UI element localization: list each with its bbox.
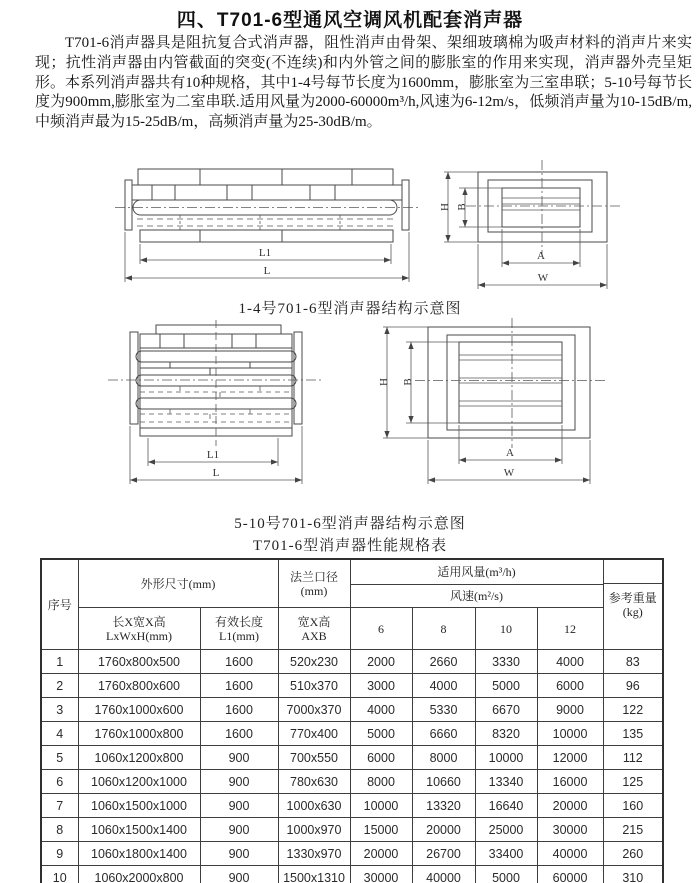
- dim-label-a: A: [506, 447, 514, 459]
- header-speed-6: 6: [350, 608, 412, 650]
- table-cell: 1060x1200x1000: [78, 770, 200, 794]
- header-windspeed-label: 风速(m²/s): [450, 589, 503, 603]
- header-speed-12: 12: [537, 608, 603, 650]
- figure-2-structure-drawing: [100, 318, 660, 506]
- table-cell: 9: [41, 842, 78, 866]
- dim-label-b: B: [402, 378, 414, 386]
- table-cell: 10: [41, 866, 78, 883]
- table-cell: 30000: [350, 866, 412, 883]
- table-cell: 6660: [412, 722, 475, 746]
- table-cell: 33400: [475, 842, 537, 866]
- header-seq: [41, 559, 78, 650]
- table-cell: 10000: [537, 722, 603, 746]
- header-flange-sub1: 宽X高: [297, 614, 331, 629]
- table-cell: 310: [603, 866, 663, 883]
- dim-label-w: W: [503, 467, 515, 479]
- header-windspeed: [350, 585, 603, 608]
- table-cell: 6000: [350, 746, 412, 770]
- table-row: [41, 650, 663, 674]
- table-cell: 125: [603, 770, 663, 794]
- table-cell: 96: [603, 674, 663, 698]
- table-header-row-3: [41, 608, 663, 650]
- table-cell: 2660: [412, 650, 475, 674]
- table-row: [41, 842, 663, 866]
- table-cell: 30000: [537, 818, 603, 842]
- table-cell: 1760x1000x800: [78, 722, 200, 746]
- header-lwh-line2: LxWxH(mm): [106, 628, 172, 643]
- table-cell: 5000: [475, 866, 537, 883]
- table-cell: 8000: [350, 770, 412, 794]
- table-cell: 1760x1000x600: [78, 698, 200, 722]
- spec-table-title: T701-6型消声器性能规格表: [252, 538, 448, 554]
- header-seq-label: 序号: [47, 597, 72, 612]
- table-header-row-1: [41, 559, 663, 585]
- table-cell: 2: [41, 674, 78, 698]
- table-cell: 1760x800x600: [78, 674, 200, 698]
- header-efflen: [200, 608, 278, 650]
- table-cell: 135: [603, 722, 663, 746]
- table-cell: 5000: [475, 674, 537, 698]
- table-row: [41, 866, 663, 883]
- table-cell: 8: [41, 818, 78, 842]
- header-flange-line1: 法兰口径: [290, 569, 339, 584]
- dim-label-h: H: [439, 203, 451, 211]
- table-cell: 4000: [412, 674, 475, 698]
- header-outline-label: 外形尺寸(mm): [140, 576, 216, 591]
- table-cell: 16000: [537, 770, 603, 794]
- table-cell: 6: [41, 770, 78, 794]
- dim-label-w: W: [537, 272, 549, 284]
- table-cell: 215: [603, 818, 663, 842]
- table-cell: 7000x370: [278, 698, 350, 722]
- table-cell: 900: [200, 842, 278, 866]
- table-cell: 15000: [350, 818, 412, 842]
- table-row: [41, 698, 663, 722]
- table-cell: 1600: [200, 674, 278, 698]
- table-cell: 5: [41, 746, 78, 770]
- table-cell: 900: [200, 866, 278, 883]
- table-cell: 12000: [537, 746, 603, 770]
- figure-1-end-view: [439, 160, 620, 289]
- table-cell: 1600: [200, 650, 278, 674]
- figure-1-structure-drawing: [100, 160, 660, 300]
- table-cell: 3330: [475, 650, 537, 674]
- dim-label-h: H: [378, 378, 390, 386]
- page-title: 四、T701-6型通风空调风机配套消声器: [176, 10, 524, 31]
- figure-2-side-view: [108, 320, 322, 484]
- header-flange-line2: (mm): [300, 583, 328, 598]
- table-cell: 4: [41, 722, 78, 746]
- header-lwh: [78, 608, 200, 650]
- table-row: [41, 818, 663, 842]
- table-cell: 20000: [350, 842, 412, 866]
- table-cell: 160: [603, 794, 663, 818]
- table-cell: 1000x630: [278, 794, 350, 818]
- table-row: [41, 770, 663, 794]
- table-cell: 1330x970: [278, 842, 350, 866]
- table-cell: 1: [41, 650, 78, 674]
- table-row: [41, 746, 663, 770]
- figure-1-side-view: [115, 169, 418, 282]
- table-cell: 1600: [200, 722, 278, 746]
- table-row: [41, 722, 663, 746]
- table-cell: 25000: [475, 818, 537, 842]
- dim-label-l: L: [212, 467, 220, 479]
- dim-label-l1: L1: [206, 449, 220, 461]
- table-cell: 780x630: [278, 770, 350, 794]
- table-cell: 9000: [537, 698, 603, 722]
- table-cell: 10000: [475, 746, 537, 770]
- header-efflen-line1: 有效长度: [215, 614, 264, 629]
- table-row: [41, 674, 663, 698]
- spec-table: [40, 558, 664, 883]
- table-cell: 900: [200, 794, 278, 818]
- figure-1-caption: 1-4号701-6型消声器结构示意图: [238, 301, 462, 317]
- table-cell: 1060x1500x1400: [78, 818, 200, 842]
- table-cell: 26700: [412, 842, 475, 866]
- table-cell: 13340: [475, 770, 537, 794]
- header-weight: [603, 559, 663, 650]
- table-row: [41, 794, 663, 818]
- table-cell: 40000: [412, 866, 475, 883]
- figure-2-end-view: [378, 318, 605, 484]
- table-cell: 1060x1200x800: [78, 746, 200, 770]
- table-cell: 6670: [475, 698, 537, 722]
- table-cell: 900: [200, 746, 278, 770]
- table-cell: 3: [41, 698, 78, 722]
- table-cell: 83: [603, 650, 663, 674]
- table-cell: 1600: [200, 698, 278, 722]
- table-cell: 520x230: [278, 650, 350, 674]
- table-cell: 16640: [475, 794, 537, 818]
- table-cell: 5000: [350, 722, 412, 746]
- header-flange: [278, 559, 350, 608]
- table-cell: 770x400: [278, 722, 350, 746]
- header-weight-line2: (kg): [622, 604, 643, 619]
- table-cell: 1500x1310: [278, 866, 350, 883]
- table-cell: 6000: [537, 674, 603, 698]
- table-cell: 1000x970: [278, 818, 350, 842]
- header-weight-line1: 参考重量: [608, 590, 657, 605]
- header-airflow: [350, 559, 603, 585]
- table-cell: 700x550: [278, 746, 350, 770]
- header-speed-10: 10: [475, 608, 537, 650]
- table-cell: 2000: [350, 650, 412, 674]
- table-cell: 3000: [350, 674, 412, 698]
- table-cell: 1760x800x500: [78, 650, 200, 674]
- table-cell: 4000: [350, 698, 412, 722]
- table-cell: 1060x1800x1400: [78, 842, 200, 866]
- header-flange-sub2: AXB: [301, 628, 327, 643]
- header-speed-8: 8: [412, 608, 475, 650]
- table-cell: 4000: [537, 650, 603, 674]
- table-cell: 10000: [350, 794, 412, 818]
- header-outline-dims: [78, 559, 278, 608]
- header-efflen-line2: L1(mm): [219, 628, 259, 643]
- header-lwh-line1: 长X宽X高: [112, 614, 166, 629]
- table-cell: 40000: [537, 842, 603, 866]
- table-cell: 900: [200, 818, 278, 842]
- table-cell: 20000: [537, 794, 603, 818]
- table-cell: 122: [603, 698, 663, 722]
- table-cell: 60000: [537, 866, 603, 883]
- dim-label-b: B: [456, 203, 468, 211]
- table-cell: 7: [41, 794, 78, 818]
- table-cell: 1060x2000x800: [78, 866, 200, 883]
- table-cell: 20000: [412, 818, 475, 842]
- table-cell: 900: [200, 770, 278, 794]
- table-cell: 112: [603, 746, 663, 770]
- table-cell: 260: [603, 842, 663, 866]
- dim-label-l1: L1: [258, 247, 272, 259]
- table-cell: 10660: [412, 770, 475, 794]
- dim-label-a: A: [537, 250, 545, 262]
- header-flange-sub: [278, 608, 350, 650]
- table-cell: 1060x1500x1000: [78, 794, 200, 818]
- table-cell: 13320: [412, 794, 475, 818]
- dim-label-l: L: [263, 265, 271, 277]
- figure-2-caption: 5-10号701-6型消声器结构示意图: [234, 516, 466, 532]
- table-cell: 510x370: [278, 674, 350, 698]
- table-cell: 5330: [412, 698, 475, 722]
- intro-paragraph: T701-6消声器具是阻抗复合式消声器，阻性消声由骨架、架细玻璃棉为吸声材料的消声片来实现；抗性消声器由内管截面的突变(不连续)和内外管之间的膨胀室的作用来实现，消声器外壳呈矩形。本系列消声器共有10种规格，其中1-4号每节长度为1600mm，膨胀室为三室串联；5-10号每节长度为900mm,膨胀室为二室串联.适用风量为2000-60000m³/h,风速为6-12m/s，低频消声量为10-15dB/m,中频消声最为15-25dB/m，高频消声量为25-30dB/m。: [35, 35, 692, 131]
- table-cell: 8320: [475, 722, 537, 746]
- table-cell: 8000: [412, 746, 475, 770]
- header-airflow-label: 适用风量(m³/h): [437, 565, 516, 579]
